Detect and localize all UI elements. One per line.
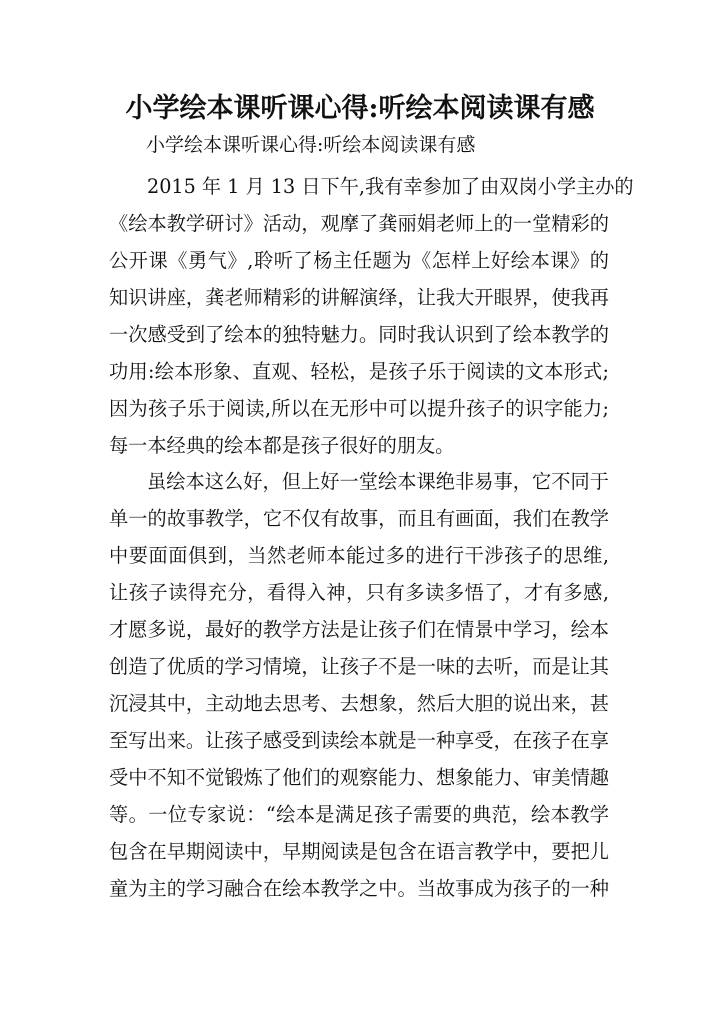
paragraph-1 (109, 168, 634, 464)
paragraph-line: 受中不知不觉锻炼了他们的观察能力、想象能力、审美情趣 (109, 766, 609, 789)
paragraph-line: 至写出来。让孩子感受到读绘本就是一种享受，在孩子在享 (109, 729, 609, 752)
paragraph-line: 包含在早期阅读中，早期阅读是包含在语言教学中，要把儿 (109, 840, 609, 863)
paragraph-line: 沉浸其中，主动地去思考、去想象，然后大胆的说出来，甚 (109, 692, 609, 715)
paragraph-line: 单一的故事教学，它不仅有故事，而且有画面，我们在教学 (109, 507, 609, 530)
paragraph-line: 中要面面俱到，当然老师本能过多的进行干涉孩子的思维, (109, 544, 609, 567)
paragraph-line: 因为孩子乐于阅读,所以在无形中可以提升孩子的识字能力; (109, 397, 609, 420)
paragraph-line: 虽绘本这么好，但上好一堂绘本课绝非易事，它不同于 (147, 470, 609, 493)
paragraph-line: 《绘本教学研讨》活动，观摩了龚丽娟老师上的一堂精彩的 (109, 212, 609, 235)
paragraph-line: 2015 年 1 月 13 日下午,我有幸参加了由双岗小学主办的 (147, 175, 634, 198)
paragraph-line: 功用:绘本形象、直观、轻松，是孩子乐于阅读的文本形式; (109, 360, 609, 383)
paragraph-line: 一次感受到了绘本的独特魅力。同时我认识到了绘本教学的 (109, 323, 609, 346)
paragraph-line: 知识讲座，龚老师精彩的讲解演绎，让我大开眼界，使我再 (109, 286, 609, 309)
document-subtitle: 小学绘本课听课心得:听绘本阅读课有感 (146, 134, 476, 156)
document-title: 小学绘本课听课心得:听绘本阅读课有感 (125, 93, 595, 124)
paragraph-line: 等。一位专家说：“绘本是满足孩子需要的典范，绘本教学 (109, 803, 609, 826)
paragraph-line: 童为主的学习融合在绘本教学之中。当故事成为孩子的一种 (109, 877, 609, 900)
paragraph-line: 才愿多说，最好的教学方法是让孩子们在情景中学习，绘本 (109, 618, 609, 641)
paragraph-line: 每一本经典的绘本都是孩子很好的朋友。 (109, 434, 455, 457)
paragraph-line: 创造了优质的学习情境，让孩子不是一味的去听，而是让其 (109, 655, 609, 678)
paragraph-2 (109, 463, 609, 907)
paragraph-line: 让孩子读得充分，看得入神，只有多读多悟了，才有多感, (109, 581, 609, 604)
paragraph-line: 公开课《勇气》,聆听了杨主任题为《怎样上好绘本课》的 (109, 249, 609, 272)
